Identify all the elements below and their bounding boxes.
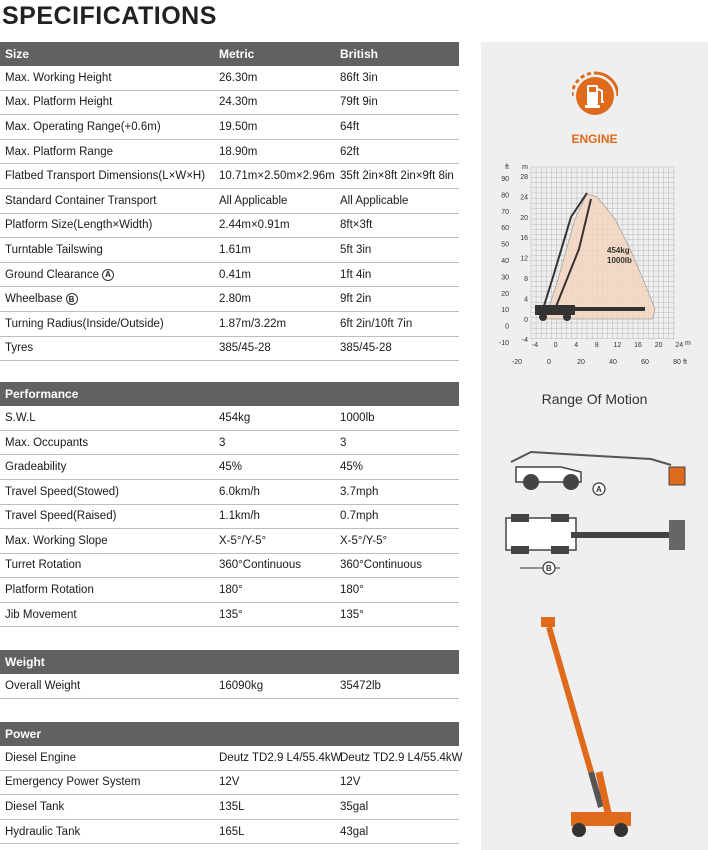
british-value: 385/45-28 <box>340 342 392 355</box>
marker-badge: B <box>66 293 78 305</box>
spec-label-text: Max. Working Height <box>5 71 112 84</box>
british-value: 43gal <box>340 825 369 838</box>
spec-row <box>0 140 459 165</box>
spec-label-text: Max. Working Slope <box>5 534 108 547</box>
spec-label-text: Tyres <box>5 342 34 355</box>
spec-label-text: Jib Movement <box>5 608 77 621</box>
size-header <box>0 42 459 66</box>
spec-label-text: Diesel Engine <box>5 751 76 764</box>
weight-header-label: Weight <box>5 655 45 670</box>
y-m-tick: 12 <box>520 255 528 263</box>
spec-label <box>0 412 219 424</box>
marker-b: B <box>546 564 552 573</box>
metric-value: 0.41m <box>219 268 251 281</box>
spec-label <box>0 559 219 571</box>
spec-label <box>0 584 219 596</box>
british-value: 6ft 2in/10ft 7in <box>340 317 413 330</box>
x-m-tick: 8 <box>594 342 599 349</box>
y-m-tick: 8 <box>524 276 528 283</box>
wheel <box>539 313 547 321</box>
metric-value: 385/45-28 <box>219 342 271 355</box>
spec-label <box>0 72 219 84</box>
british-value: 3.7mph <box>340 485 379 498</box>
spec-label <box>0 342 219 354</box>
spec-label-text: Max. Operating Range(+0.6m) <box>5 120 161 133</box>
spec-label <box>0 752 219 764</box>
spec-label <box>0 293 219 305</box>
metric-value: 3 <box>219 436 226 449</box>
y-ft-tick: 20 <box>501 290 509 298</box>
power-header <box>0 722 459 746</box>
british-value: 360°Continuous <box>340 559 422 572</box>
spec-row <box>0 189 459 214</box>
y-ft-tick: 60 <box>501 225 509 233</box>
metric-value: 24.30m <box>219 96 258 109</box>
spec-label <box>0 269 219 281</box>
spec-row <box>0 529 459 554</box>
metric-value: 1.61m <box>219 243 251 256</box>
spec-label <box>0 535 219 547</box>
y-m-tick: 24 <box>520 194 528 202</box>
spec-label-text: Platform Rotation <box>5 584 94 597</box>
spec-label-text: Standard Container Transport <box>5 194 157 207</box>
metric-value: 2.80m <box>219 293 251 306</box>
spec-label <box>0 801 219 813</box>
british-value: 35gal <box>340 801 369 814</box>
spec-tables <box>0 42 463 844</box>
x-m-tick: 20 <box>654 342 663 349</box>
spec-label <box>0 244 219 256</box>
side-view-diagram <box>501 437 691 497</box>
spec-row <box>0 164 459 189</box>
range-of-motion-label: Range Of Motion <box>541 391 648 407</box>
load-lb-label: 1000lb <box>607 256 632 265</box>
british-value: All Applicable <box>340 194 409 207</box>
spec-row <box>0 66 459 91</box>
british-value: X-5°/Y-5° <box>340 534 388 547</box>
british-value: 79ft 9in <box>340 96 378 109</box>
power-rows <box>0 746 463 844</box>
y-ft-tick: 90 <box>501 176 509 183</box>
british-value: 1ft 4in <box>340 268 372 281</box>
british-value: 5ft 3in <box>340 243 372 256</box>
x-m-tick: 12 <box>613 342 622 349</box>
metric-value: 1.87m/3.22m <box>219 317 287 330</box>
british-value: 35472lb <box>340 680 381 693</box>
british-value: 12V <box>340 776 361 789</box>
metric-value: 18.90m <box>219 145 258 158</box>
spec-row <box>0 554 459 579</box>
metric-value: 45% <box>219 461 243 474</box>
y-ft-tick: 80 <box>501 192 509 200</box>
spec-label-text: Max. Platform Height <box>5 96 113 109</box>
british-value: 45% <box>340 461 364 474</box>
spec-label <box>0 146 219 158</box>
y-ft-tick: 50 <box>501 241 509 249</box>
y-m-tick: 0 <box>524 316 528 324</box>
metric-value: 10.71m×2.50m×2.96m <box>219 170 335 183</box>
x-m-tick: 16 <box>634 342 642 349</box>
marker-a: A <box>596 485 602 494</box>
y-ft-tick: 70 <box>501 208 509 216</box>
british-value: 35ft 2in×8ft 2in×9ft 8in <box>340 170 454 183</box>
metric-value: X-5°/Y-5° <box>219 534 267 547</box>
load-kg-label: 454kg <box>607 246 630 255</box>
spec-label <box>0 219 219 231</box>
spec-row <box>0 505 459 530</box>
spec-label-text: Turret Rotation <box>5 559 82 572</box>
spec-label-text: Max. Platform Range <box>5 145 114 158</box>
spec-row <box>0 214 459 239</box>
spec-label-text: Turntable Tailswing <box>5 243 103 256</box>
spec-label <box>0 121 219 133</box>
y-ft-tick: 30 <box>501 274 509 282</box>
spec-row <box>0 674 459 699</box>
x-ft-unit: ft <box>683 359 687 366</box>
spec-row <box>0 480 459 505</box>
page-title: SPECIFICATIONS <box>2 2 217 30</box>
performance-header <box>0 382 459 406</box>
spec-row <box>0 115 459 140</box>
performance-header-label: Performance <box>5 387 79 402</box>
y-m-tick: -4 <box>521 337 528 345</box>
spec-row <box>0 312 459 337</box>
spec-row <box>0 820 459 845</box>
british-header: British <box>340 47 379 61</box>
metric-value: 26.30m <box>219 71 258 84</box>
x-m-tick: 0 <box>553 342 558 349</box>
british-value: 86ft 3in <box>340 71 378 84</box>
metric-value: 16090kg <box>219 680 264 693</box>
metric-value: 165L <box>219 825 245 838</box>
british-value: 135° <box>340 608 364 621</box>
spec-label <box>0 776 219 788</box>
y-ft-tick: -10 <box>498 340 509 347</box>
spec-label <box>0 826 219 838</box>
spec-label-text: Flatbed Transport Dimensions(L×W×H) <box>5 170 206 183</box>
spec-row <box>0 263 459 288</box>
x-m-tick: 24 <box>675 342 684 349</box>
british-value: 9ft 2in <box>340 293 372 306</box>
weight-rows <box>0 674 459 699</box>
spec-row <box>0 406 459 431</box>
british-value: 180° <box>340 584 364 597</box>
m-unit-label: m <box>522 164 528 171</box>
british-value: 1000lb <box>340 411 375 424</box>
spec-row <box>0 455 459 480</box>
x-ft-tick: 80 <box>673 359 681 366</box>
y-ft-tick: 10 <box>501 307 509 315</box>
spec-label <box>0 195 219 207</box>
size-header-label: Size <box>5 47 30 61</box>
metric-value: All Applicable <box>219 194 288 207</box>
spec-label <box>0 680 219 692</box>
spec-label <box>0 96 219 108</box>
metric-value: 454kg <box>219 411 251 424</box>
top-view-diagram <box>501 510 691 580</box>
british-value: 64ft <box>340 120 360 133</box>
metric-value: 6.0km/h <box>219 485 260 498</box>
spec-label <box>0 437 219 449</box>
spec-label <box>0 510 219 522</box>
spec-label-text: Turning Radius(Inside/Outside) <box>5 317 164 330</box>
spec-row <box>0 771 459 796</box>
metric-value: 2.44m×0.91m <box>219 219 290 232</box>
sidebar <box>481 42 708 850</box>
marker-badge: A <box>102 269 114 281</box>
x-ft-tick: 60 <box>641 359 649 366</box>
weight-header <box>0 650 459 674</box>
spec-row <box>0 91 459 116</box>
x-ft-tick: 20 <box>577 359 585 366</box>
spec-label-text: Emergency Power System <box>5 776 141 789</box>
spec-label <box>0 486 219 498</box>
spec-label-text: Hydraulic Tank <box>5 825 81 838</box>
fuel-pump-icon <box>572 71 618 125</box>
metric-value: 135° <box>219 608 243 621</box>
spec-label-text: Diesel Tank <box>5 801 65 814</box>
y-ft-tick: 40 <box>501 258 509 265</box>
performance-rows <box>0 406 459 627</box>
metric-header: Metric <box>219 47 255 61</box>
metric-value: 180° <box>219 584 243 597</box>
metric-value: 135L <box>219 801 245 814</box>
engine-label: ENGINE <box>571 132 618 146</box>
metric-value: 360°Continuous <box>219 559 301 572</box>
british-value: 3 <box>340 436 347 449</box>
x-ft-tick: -20 <box>511 359 523 366</box>
y-ft-tick: 0 <box>505 323 509 331</box>
spec-label <box>0 318 219 330</box>
british-value: Deutz TD2.9 L4/55.4kW <box>340 751 463 764</box>
spec-label-text: Max. Occupants <box>5 436 89 449</box>
spec-label-text: Travel Speed(Raised) <box>5 510 117 523</box>
x-m-tick: 4 <box>574 342 579 349</box>
spec-label-text: Overall Weight <box>5 680 81 693</box>
spec-label <box>0 609 219 621</box>
y-m-tick: 20 <box>520 214 528 222</box>
ft-unit-label: ft <box>505 164 509 171</box>
metric-value: Deutz TD2.9 L4/55.4kW <box>219 751 342 764</box>
spec-row <box>0 337 459 362</box>
spec-row <box>0 431 459 456</box>
spec-row <box>0 578 459 603</box>
spec-label-text: S.W.L <box>5 411 36 424</box>
range-of-motion-chart <box>495 159 695 384</box>
y-m-tick: 4 <box>524 296 528 304</box>
power-header-label: Power <box>5 727 42 742</box>
x-m-unit: m <box>685 340 691 347</box>
machine-photo <box>521 612 671 847</box>
spec-label-text: Platform Size(Length×Width) <box>5 219 153 232</box>
british-value: 8ft×3ft <box>340 219 373 232</box>
metric-value: 1.1km/h <box>219 510 260 523</box>
spec-row <box>0 287 459 312</box>
spec-row <box>0 238 459 263</box>
spec-row <box>0 746 463 771</box>
x-m-tick: -4 <box>531 342 539 349</box>
spec-label-text: Travel Speed(Stowed) <box>5 485 119 498</box>
y-m-tick: 16 <box>520 235 528 243</box>
y-m-tick: 28 <box>520 174 528 181</box>
metric-value: 12V <box>219 776 240 789</box>
x-ft-tick: 0 <box>547 359 551 366</box>
spec-row <box>0 603 459 628</box>
spec-label-text: Gradeability <box>5 461 67 474</box>
metric-value: 19.50m <box>219 120 258 133</box>
spec-label <box>0 170 219 182</box>
spec-label-text: Wheelbase <box>5 293 63 306</box>
wheel <box>563 313 571 321</box>
british-value: 0.7mph <box>340 510 379 523</box>
british-value: 62ft <box>340 145 360 158</box>
x-ft-tick: 40 <box>609 359 617 366</box>
spec-label <box>0 461 219 473</box>
spec-label-text: Ground Clearance <box>5 268 99 281</box>
spec-row <box>0 795 459 820</box>
boom-horizontal <box>555 307 645 311</box>
size-rows <box>0 66 459 361</box>
